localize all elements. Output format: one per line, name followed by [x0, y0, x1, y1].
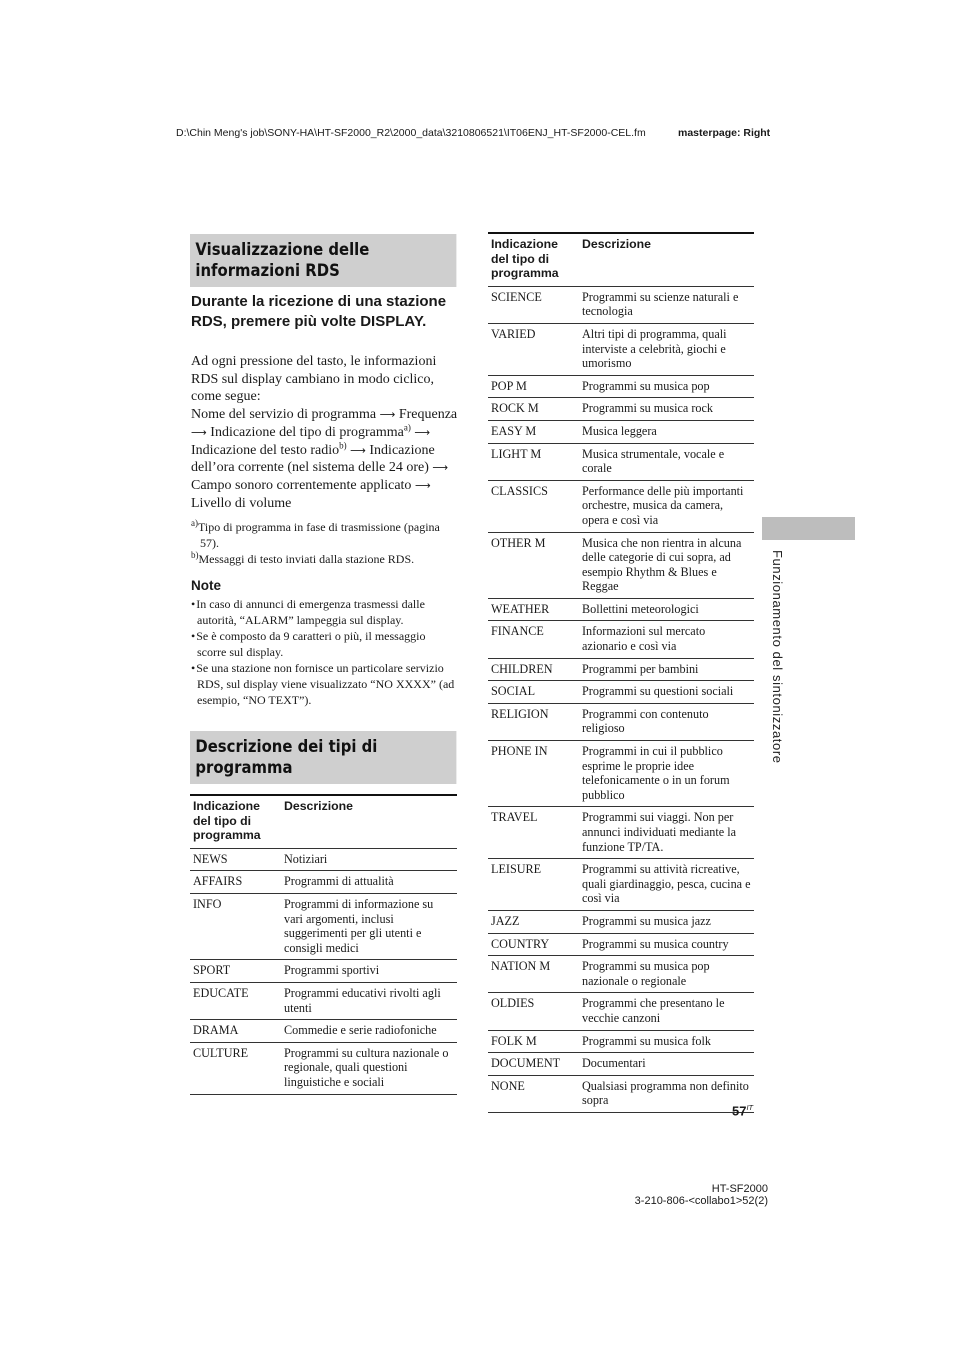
- table-row: [190, 982, 457, 1019]
- program-type-description: Commedie e serie radiofoniche: [281, 1020, 457, 1043]
- table-row: [488, 443, 754, 480]
- program-type-description: Musica strumentale, vocale e corale: [579, 443, 754, 480]
- program-type-description: Programmi sportivi: [281, 960, 457, 983]
- seq-frequency: Frequenza: [398, 407, 458, 423]
- program-type-code: CLASSICS: [488, 480, 579, 532]
- notes-list: [191, 596, 457, 708]
- program-type-description: Musica leggera: [579, 420, 754, 443]
- program-type-description: Altri tipi di programma, quali interviste a celebrità, giochi e umorismo: [579, 323, 754, 375]
- program-type-code: ROCK M: [488, 398, 579, 421]
- table-row: [488, 375, 754, 398]
- arrow-icon: ⟶: [191, 425, 207, 439]
- program-type-code: NATION M: [488, 956, 579, 993]
- file-path-header: D:\Chin Meng's job\SONY-HA\HT-SF2000_R2\2000_data\3210806521\IT06ENJ_HT-SF2000-CEL.fm: [176, 127, 646, 139]
- table-row: [488, 1053, 754, 1076]
- note-heading: Note: [191, 578, 221, 593]
- program-type-description: Programmi su musica jazz: [579, 910, 754, 933]
- chapter-label: Funzionamento del sintonizzatore: [770, 550, 785, 764]
- seq-radio-text: Indicazione del testo radio: [191, 442, 340, 458]
- program-type-code: WEATHER: [488, 598, 579, 621]
- program-type-code: JAZZ: [488, 910, 579, 933]
- note-item: • Se una stazione non fornisce un particolare servizio RDS, sul display viene visualizzato “NO XXXX” (ad esempio, “NO TEXT”).: [191, 660, 457, 708]
- program-type-description: Programmi su musica rock: [579, 398, 754, 421]
- table-row: [488, 703, 754, 740]
- program-type-code: COUNTRY: [488, 933, 579, 956]
- program-type-code: EDUCATE: [190, 982, 281, 1019]
- table-row: [488, 993, 754, 1030]
- arrow-icon: ⟶: [414, 425, 431, 439]
- page-number: $57^{IT}$: [732, 1103, 754, 1119]
- arrow-icon: ⟶: [414, 478, 431, 492]
- program-type-code: LEISURE: [488, 859, 579, 911]
- program-type-code: TRAVEL: [488, 807, 579, 859]
- footnote-ref: b): [339, 439, 347, 450]
- program-type-description: Musica che non rientra in alcuna delle categorie di cui sopra, ad esempio Rhythm & Blues e Reggae: [579, 532, 754, 598]
- table-row: [488, 1030, 754, 1053]
- program-type-code: PHONE IN: [488, 741, 579, 807]
- program-type-code: INFO: [190, 893, 281, 959]
- arrow-icon: ⟶: [350, 443, 366, 457]
- table-row: [488, 621, 754, 658]
- program-type-code: CHILDREN: [488, 658, 579, 681]
- table-row: [488, 480, 754, 532]
- footnote: $^{b)}$Messaggi di testo inviati dalla stazione RDS.: [191, 550, 415, 566]
- table-row: [190, 893, 457, 959]
- arrow-icon: ⟶: [432, 461, 449, 475]
- program-type-description: Programmi di informazione su vari argomenti, inclusi suggerimenti per gli utenti e consigli medici: [281, 893, 457, 959]
- program-type-code: DOCUMENT: [488, 1053, 579, 1076]
- program-type-code: FOLK M: [488, 1030, 579, 1053]
- program-type-description: Programmi per bambini: [579, 658, 754, 681]
- table-row: [488, 598, 754, 621]
- footnote-ref: a): [403, 422, 411, 433]
- program-type-description: Programmi su musica country: [579, 933, 754, 956]
- program-type-code: SPORT: [190, 960, 281, 983]
- chapter-tab: [762, 517, 855, 540]
- program-type-description: Programmi su musica pop: [579, 375, 754, 398]
- table-row: [190, 1020, 457, 1043]
- program-type-description: Programmi di attualità: [281, 871, 457, 894]
- table-header-row: [488, 233, 754, 286]
- table-row: [488, 532, 754, 598]
- program-type-code: AFFAIRS: [190, 871, 281, 894]
- table-row: [488, 807, 754, 859]
- program-type-description: Programmi su scienze naturali e tecnologia: [579, 286, 754, 323]
- table-row: [190, 960, 457, 983]
- program-type-code: OTHER M: [488, 532, 579, 598]
- program-type-description: Notiziari: [281, 848, 457, 871]
- table-row: [190, 1042, 457, 1094]
- program-type-table-right: [488, 232, 754, 1113]
- section-title-rds: Visualizzazione delle informazioni RDS: [190, 234, 456, 287]
- column-header-type: Indicazione del tipo di programma: [190, 795, 281, 848]
- document-code: 3-210-806-<collabo1>52(2): [634, 1195, 768, 1207]
- seq-sound-field: Campo sonoro correntemente applicato: [191, 477, 412, 493]
- program-type-code: NONE: [488, 1075, 579, 1112]
- program-type-description: Programmi con contenuto religioso: [579, 703, 754, 740]
- table-header-row: [190, 795, 457, 848]
- program-type-description: Bollettini meteorologici: [579, 598, 754, 621]
- footnote: $^{a)}$Tipo di programma in fase di trasmissione (pagina 57).: [191, 518, 440, 550]
- program-type-code: VARIED: [488, 323, 579, 375]
- program-type-description: Programmi che presentano le vecchie canzoni: [579, 993, 754, 1030]
- intro-paragraph: Ad ogni pressione del tasto, le informazioni RDS sul display cambiano in modo ciclico, come segue:: [191, 354, 437, 405]
- note-item: • Se è composto da 9 caratteri o più, il messaggio scorre sul display.: [191, 628, 457, 660]
- table-row: [488, 286, 754, 323]
- program-type-code: EASY M: [488, 420, 579, 443]
- table-row: [488, 658, 754, 681]
- table-body: [488, 286, 754, 1112]
- arrow-icon: ⟶: [379, 408, 396, 422]
- program-type-code: SCIENCE: [488, 286, 579, 323]
- section-title-program-types: Descrizione dei tipi di programma: [190, 731, 456, 784]
- table-row: [190, 848, 457, 871]
- program-type-description: Programmi sui viaggi. Non per annunci individuati mediante la funzione TP/TA.: [579, 807, 754, 859]
- lead-instruction: Durante la ricezione di una stazione RDS, premere più volte DISPLAY.: [191, 293, 447, 330]
- table-row: [488, 956, 754, 993]
- program-type-description: Programmi su questioni sociali: [579, 681, 754, 704]
- table-row: [488, 1075, 754, 1112]
- program-type-description: Performance delle più importanti orchestre, musica da camera, opera e così via: [579, 480, 754, 532]
- program-type-code: RELIGION: [488, 703, 579, 740]
- program-type-description: Programmi su attività ricreative, quali giardinaggio, pesca, cucina e così via: [579, 859, 754, 911]
- seq-service-name: Nome del servizio di programma: [191, 407, 377, 423]
- seq-current-time: Indicazione dell’ora corrente (nel sistema delle 24 ore): [191, 442, 435, 476]
- program-type-description: Programmi su musica folk: [579, 1030, 754, 1053]
- table-row: [488, 859, 754, 911]
- column-header-type: Indicazione del tipo di programma: [488, 233, 579, 286]
- program-type-code: OLDIES: [488, 993, 579, 1030]
- program-type-table-left: [190, 794, 457, 1095]
- table-row: [488, 420, 754, 443]
- note-item: • In caso di annunci di emergenza trasmessi dalle autorità, “ALARM” lampeggia sul display.: [191, 596, 457, 628]
- program-type-description: Programmi educativi rivolti agli utenti: [281, 982, 457, 1019]
- table-row: [488, 910, 754, 933]
- seq-program-type: Indicazione del tipo di programma: [210, 424, 404, 440]
- footer-model-info: [635, 1183, 768, 1207]
- footnotes: [191, 519, 461, 567]
- body-text: [191, 353, 461, 512]
- table-row: [190, 871, 457, 894]
- program-type-description: Programmi su musica pop nazionale o regionale: [579, 956, 754, 993]
- seq-volume-level: Livello di volume: [191, 495, 292, 511]
- table-body: [190, 848, 457, 1094]
- program-type-code: DRAMA: [190, 1020, 281, 1043]
- program-type-code: NEWS: [190, 848, 281, 871]
- table-row: [488, 741, 754, 807]
- program-type-description: Programmi su cultura nazionale o regionale, quali questioni linguistiche e sociali: [281, 1042, 457, 1094]
- program-type-description: Qualsiasi programma non definito sopra: [579, 1075, 754, 1112]
- program-type-code: CULTURE: [190, 1042, 281, 1094]
- table-row: [488, 398, 754, 421]
- program-type-code: POP M: [488, 375, 579, 398]
- page-language-suffix: IT: [746, 1103, 754, 1112]
- table-row: [488, 933, 754, 956]
- masterpage-label: masterpage: Right: [678, 127, 771, 139]
- display-sequence: [191, 406, 461, 512]
- program-type-code: SOCIAL: [488, 681, 579, 704]
- table-row: [488, 681, 754, 704]
- program-type-code: LIGHT M: [488, 443, 579, 480]
- program-type-description: Informazioni sul mercato azionario e così via: [579, 621, 754, 658]
- column-header-description: Descrizione: [281, 795, 457, 848]
- column-header-description: Descrizione: [579, 233, 754, 286]
- program-type-description: Programmi in cui il pubblico esprime le proprie idee telefonicamente o in un forum pubblico: [579, 741, 754, 807]
- program-type-code: FINANCE: [488, 621, 579, 658]
- program-type-description: Documentari: [579, 1053, 754, 1076]
- model-name: HT-SF2000: [711, 1183, 768, 1195]
- table-row: [488, 323, 754, 375]
